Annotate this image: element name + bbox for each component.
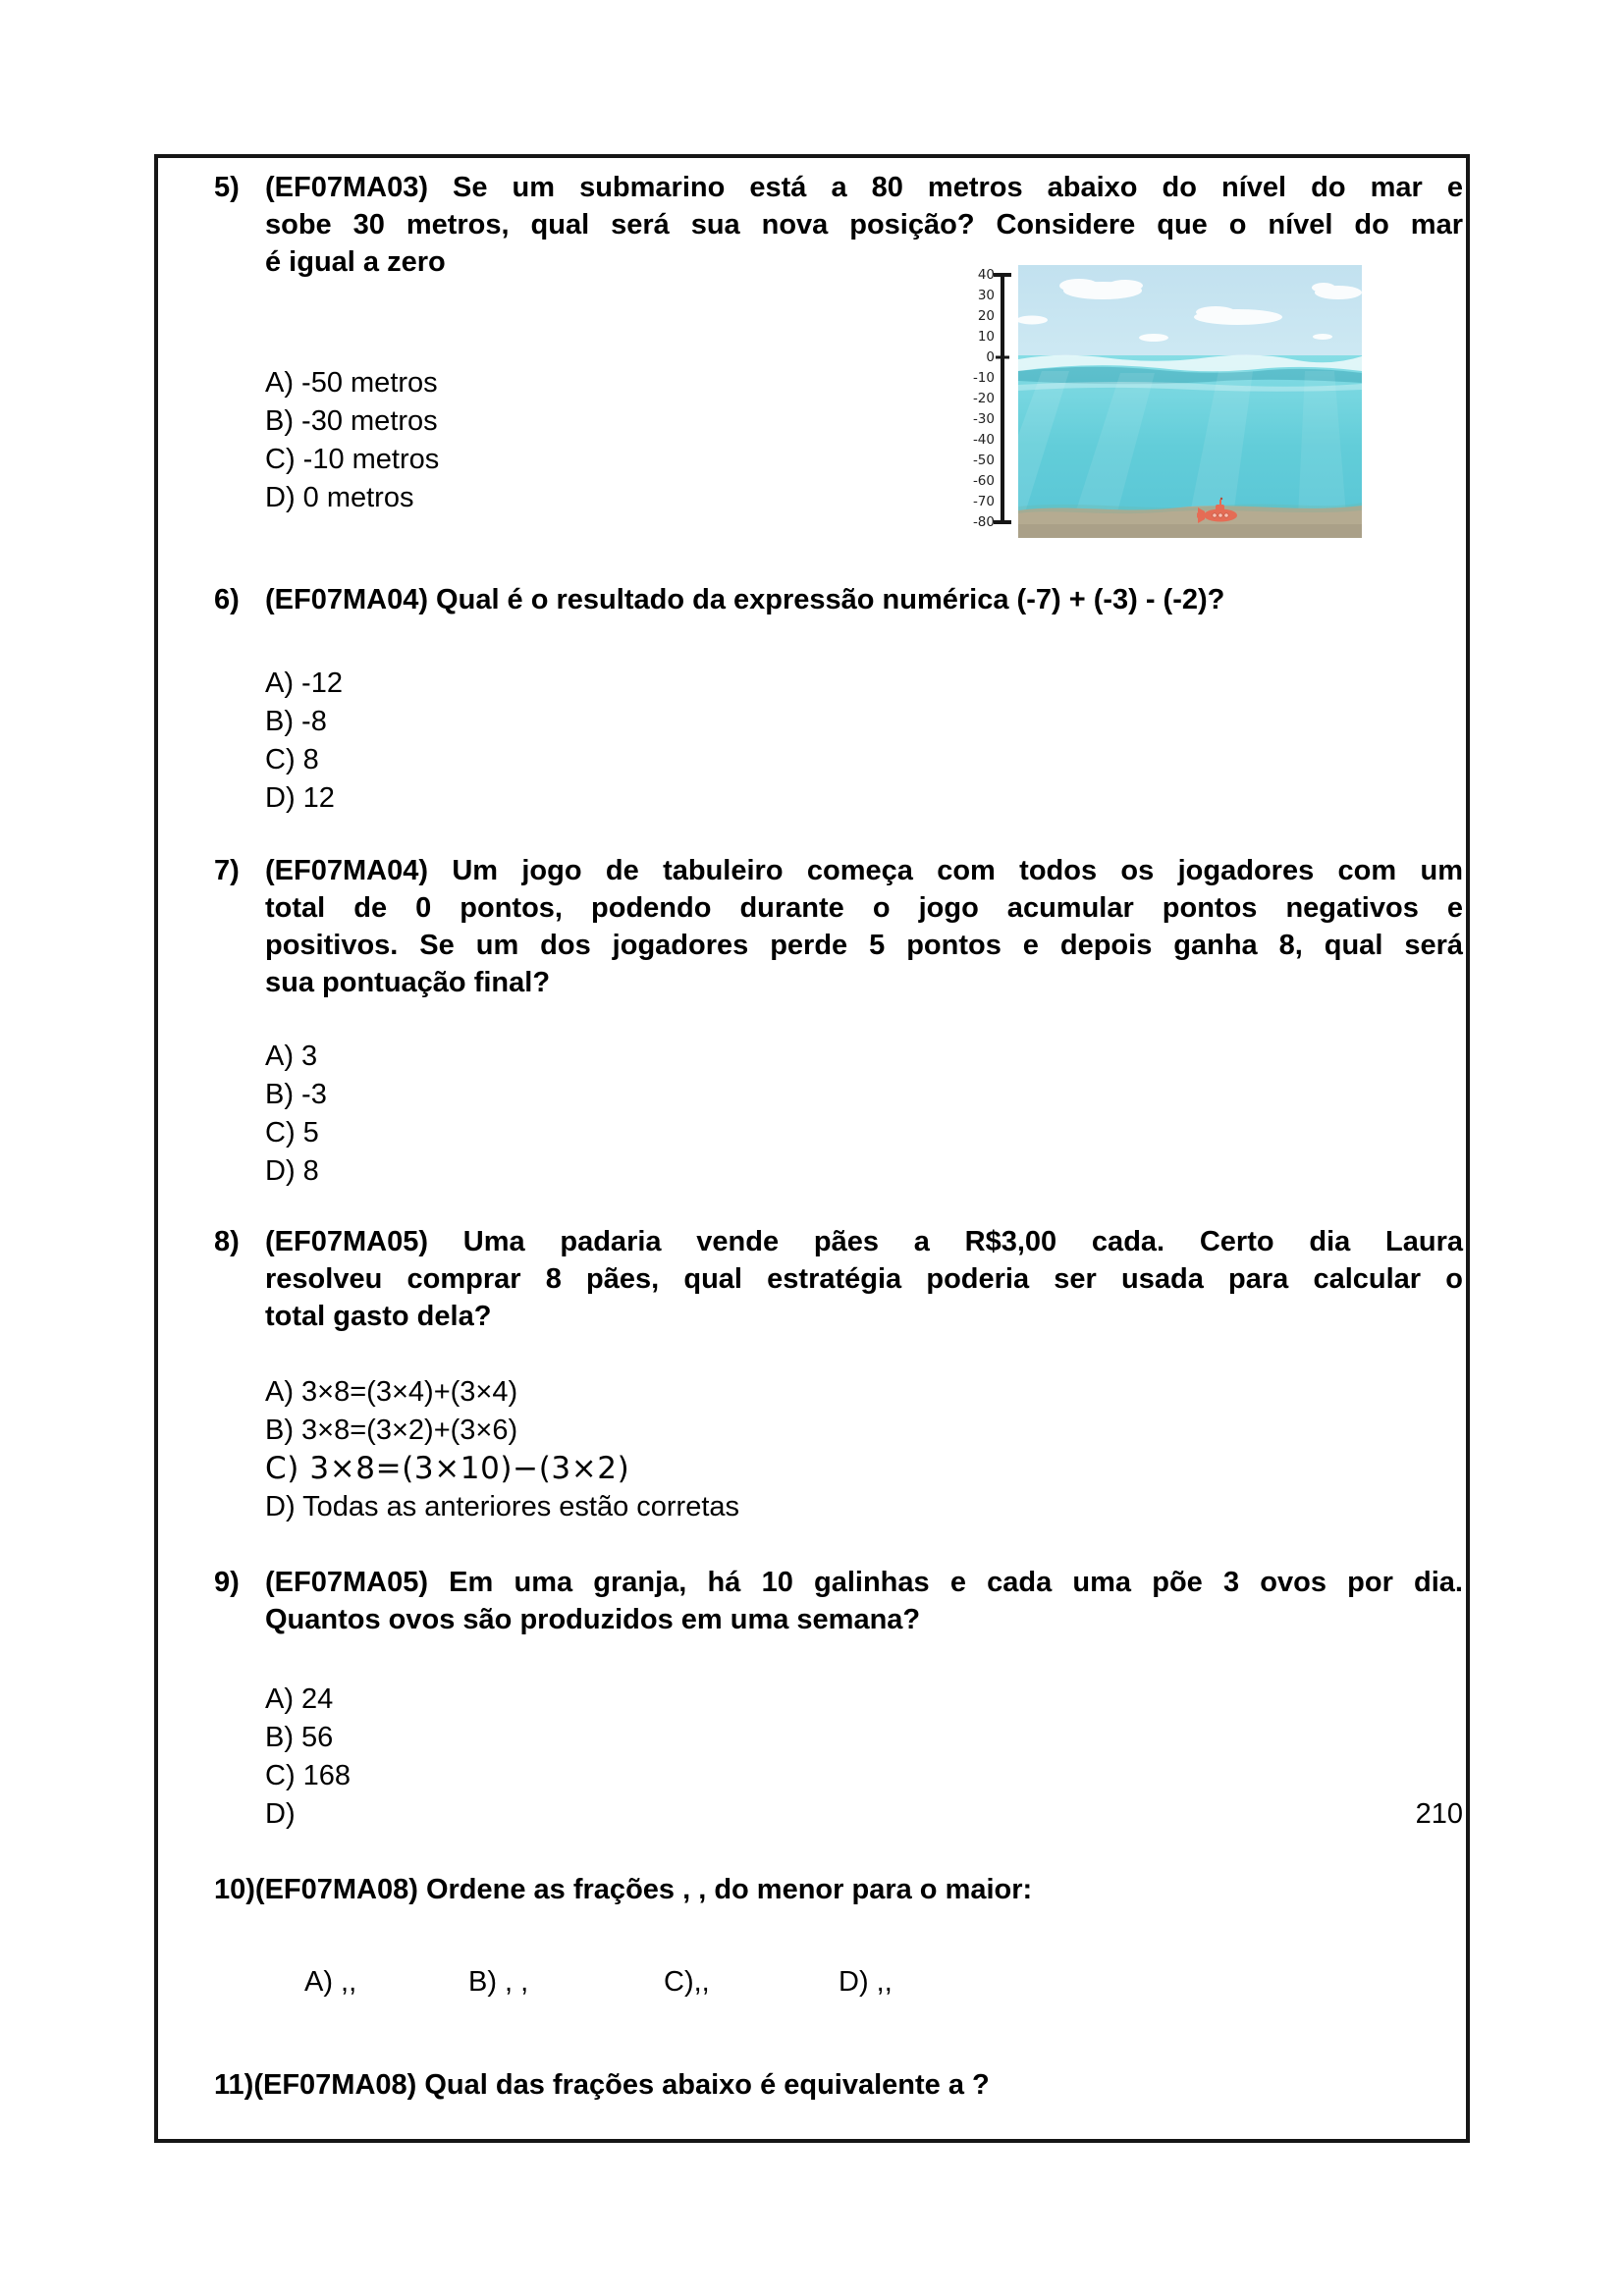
option: A) -50 metros xyxy=(265,367,438,399)
depth-scale-label: -70 xyxy=(973,494,995,509)
stem-line: resolveu comprar 8 pães, qual estratégia poderia ser usada para calcular o xyxy=(265,1263,1463,1295)
option: B) -30 metros xyxy=(265,405,438,437)
depth-scale-label: -10 xyxy=(973,370,995,386)
question-stem xyxy=(253,2066,1463,2104)
option: B) , , xyxy=(468,1966,529,1998)
question-number: 7) xyxy=(214,855,240,886)
stem-line: total de 0 pontos, podendo durante o jogo acumular pontos negativos e xyxy=(265,892,1463,924)
option: C) 5 xyxy=(265,1117,319,1148)
stem-line: (EF07MA04) Um jogo de tabuleiro começa com todos os jogadores com um xyxy=(265,855,1463,886)
question-7-options xyxy=(265,1038,1463,1191)
depth-scale-label: -60 xyxy=(973,473,995,489)
question-9 xyxy=(214,1564,1463,1638)
question-number: 11) xyxy=(214,2069,254,2101)
question-10 xyxy=(214,1871,1463,1908)
option: D) 0 metros xyxy=(265,482,414,513)
stem-line: (EF07MA05) Em uma granja, há 10 galinhas e cada uma põe 3 ovos por dia. xyxy=(265,1567,1463,1598)
depth-scale-label: -50 xyxy=(973,453,995,468)
question-number: 6) xyxy=(214,584,240,615)
depth-scale-label: 40 xyxy=(977,267,995,283)
option: B) 3×8=(3×2)+(3×6) xyxy=(265,1415,518,1446)
question-11 xyxy=(214,2066,1463,2104)
option: A) 3 xyxy=(265,1041,318,1072)
question-9-options xyxy=(265,1681,1463,1834)
option: C) 168 xyxy=(265,1760,352,1791)
depth-scale-label: -80 xyxy=(973,514,995,530)
stem-line: (EF07MA08) Ordene as frações , , do menor para o maior: xyxy=(254,1874,1033,1905)
option: C),, xyxy=(664,1966,710,1998)
question-7 xyxy=(214,852,1463,1001)
question-stem xyxy=(265,1564,1463,1638)
question-5-options xyxy=(265,364,1463,517)
depth-scale-label: -40 xyxy=(973,432,995,448)
stem-line: Quantos ovos são produzidos em uma semana? xyxy=(265,1604,921,1635)
depth-scale-label: 30 xyxy=(977,288,995,303)
option xyxy=(265,1795,1463,1834)
depth-scale-label: -20 xyxy=(973,391,995,406)
option: A) ,, xyxy=(304,1966,357,1998)
stem-line: sobe 30 metros, qual será sua nova posição? Considere que o nível do mar xyxy=(265,209,1463,240)
seabed-shadow xyxy=(1018,524,1362,538)
option: D) 12 xyxy=(265,782,335,814)
question-10-options xyxy=(265,1963,1463,2002)
depth-scale-label: 0 xyxy=(986,349,995,365)
question-8-options xyxy=(265,1373,1463,1526)
stem-line: positivos. Se um dos jogadores perde 5 pontos e depois ganha 8, qual será xyxy=(265,930,1463,961)
question-6-options xyxy=(265,665,1463,818)
depth-scale-label: 10 xyxy=(977,329,995,345)
option-value-right: 210 xyxy=(1415,1798,1463,1830)
option: D) Todas as anteriores estão corretas xyxy=(265,1491,740,1522)
option: A) 3×8=(3×4)+(3×4) xyxy=(265,1376,518,1408)
stem-line: (EF07MA05) Uma padaria vende pães a R$3,00 cada. Certo dia Laura xyxy=(265,1226,1463,1257)
option: B) -3 xyxy=(265,1079,327,1110)
stem-line: sua pontuação final? xyxy=(265,967,551,998)
depth-scale-label: -30 xyxy=(973,411,995,427)
question-stem xyxy=(265,581,1463,618)
content-frame xyxy=(154,154,1470,2143)
stem-line: (EF07MA08) Qual das frações abaixo é equivalente a ? xyxy=(253,2069,990,2101)
question-stem xyxy=(265,1223,1463,1335)
question-number: 10) xyxy=(214,1874,255,1905)
option: A) -12 xyxy=(265,667,343,699)
option: B) 56 xyxy=(265,1722,334,1753)
option: D) ,, xyxy=(839,1966,893,1998)
option: B) -8 xyxy=(265,706,327,737)
option: C) 8 xyxy=(265,744,319,775)
question-8 xyxy=(214,1223,1463,1335)
question-number: 9) xyxy=(214,1567,240,1598)
stem-line: é igual a zero xyxy=(265,246,446,278)
question-stem xyxy=(255,1871,1463,1908)
question-stem xyxy=(265,852,1463,1001)
depth-scale-label: 20 xyxy=(977,308,995,324)
question-number: 5) xyxy=(214,172,240,203)
stem-line: (EF07MA04) Qual é o resultado da expressão numérica (-7) + (-3) - (-2)? xyxy=(265,584,1225,615)
option: C) 3×8=(3×10)−(3×2) xyxy=(265,1451,630,1486)
option: D) 8 xyxy=(265,1155,319,1187)
option-label: D) xyxy=(265,1798,296,1830)
stem-line: total gasto dela? xyxy=(265,1301,492,1332)
question-6 xyxy=(214,581,1463,618)
question-number: 8) xyxy=(214,1226,240,1257)
option: C) -10 metros xyxy=(265,444,440,475)
stem-line: (EF07MA03) Se um submarino está a 80 metros abaixo do nível do mar e xyxy=(265,172,1463,203)
option: A) 24 xyxy=(265,1683,334,1715)
